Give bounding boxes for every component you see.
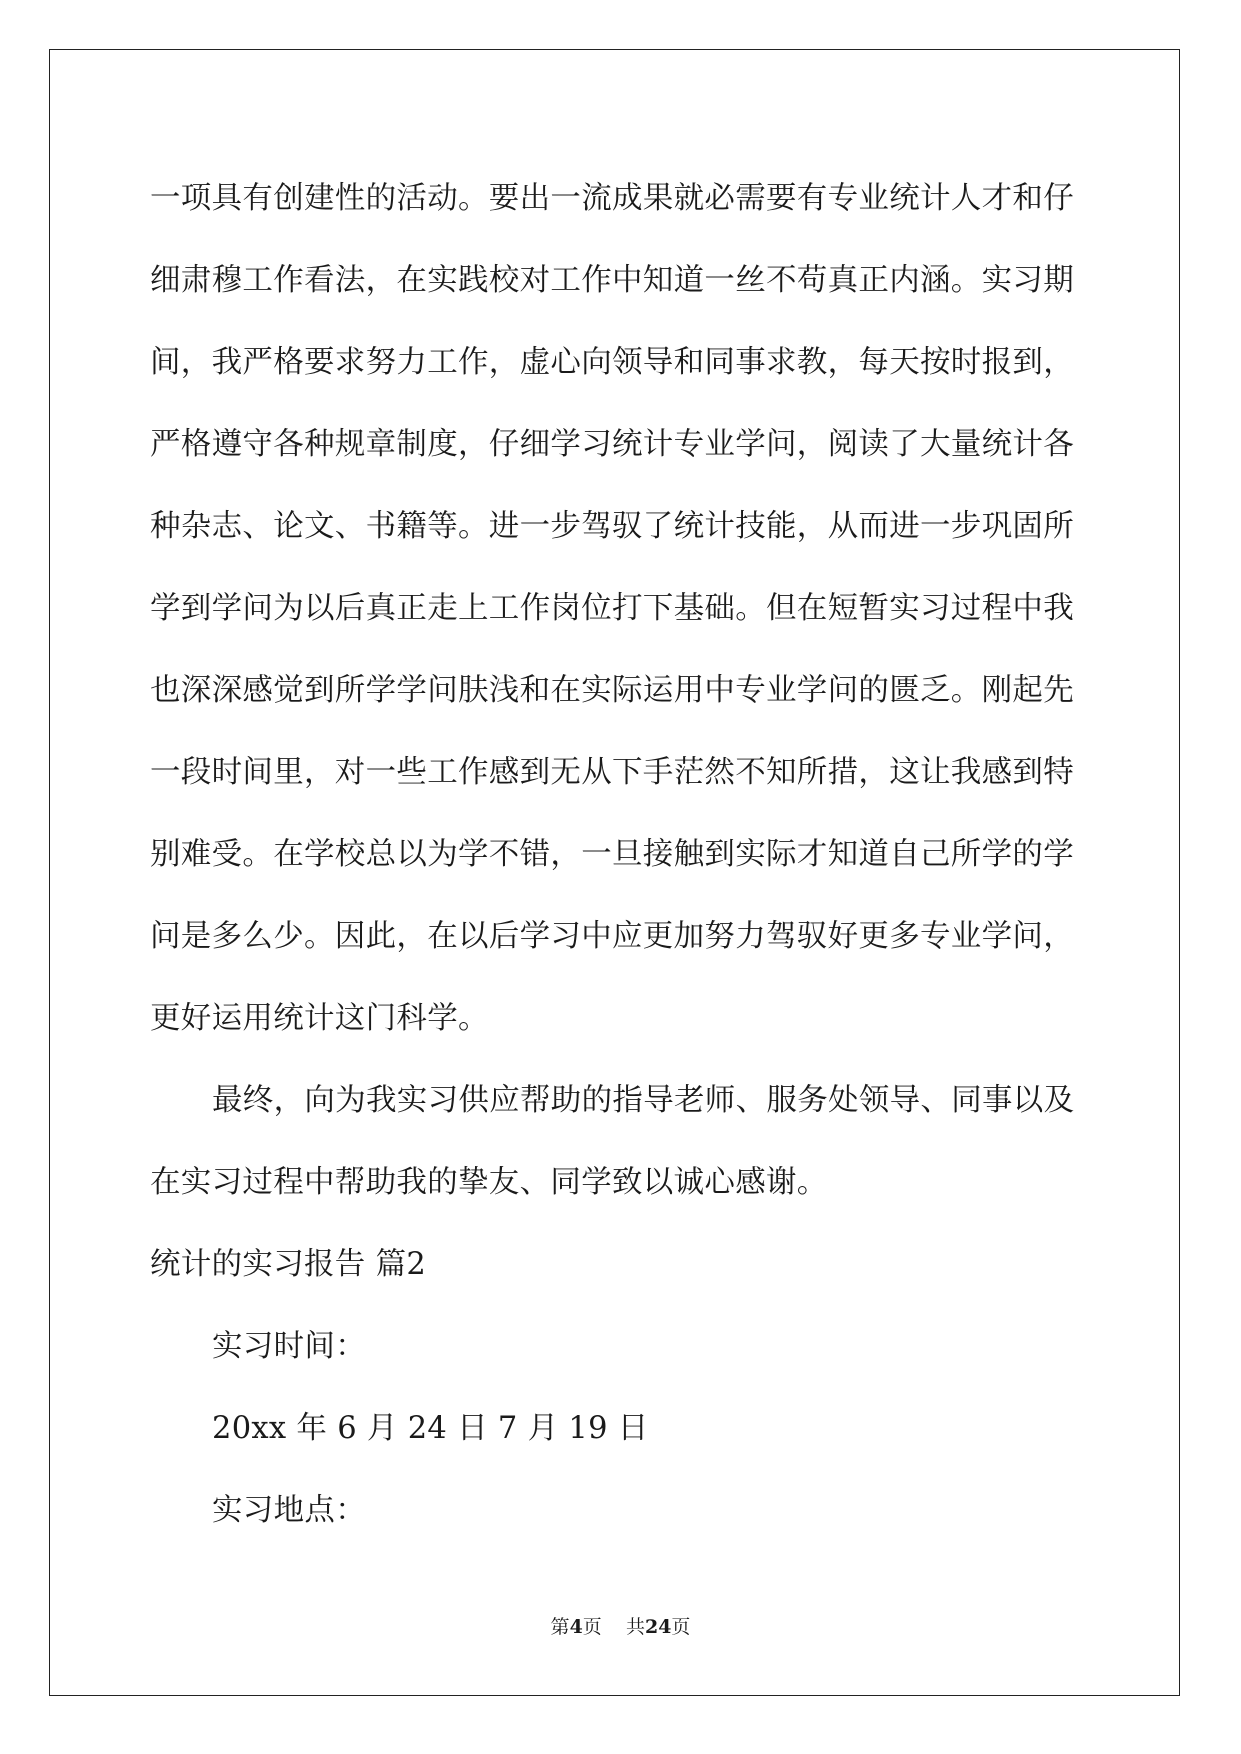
text-line: 别难受。在学校总以为学不错，一旦接触到实际才知道自己所学的学	[150, 837, 1074, 872]
text-line: 一项具有创建性的活动。要出一流成果就必需要有专业统计人才和仔	[150, 181, 1074, 216]
footer-middle: 页 共	[582, 1616, 645, 1638]
page-footer	[0, 1612, 1241, 1639]
internship-time-label: 实习时间：	[212, 1329, 366, 1364]
text-line: 在实习过程中帮助我的挚友、同学致以诚心感谢。	[150, 1165, 828, 1200]
section-heading: 统计的实习报告 篇2	[150, 1247, 427, 1282]
internship-location-label: 实习地点：	[212, 1493, 366, 1528]
text-line: 种杂志、论文、书籍等。进一步驾驭了统计技能，从而进一步巩固所	[150, 509, 1074, 544]
footer-suffix: 页	[671, 1616, 691, 1638]
text-line: 一段时间里，对一些工作感到无从下手茫然不知所措，这让我感到特	[150, 755, 1074, 790]
text-line: 最终，向为我实习供应帮助的指导老师、服务处领导、同事以及	[212, 1083, 1075, 1118]
text-line: 也深深感觉到所学学问肤浅和在实际运用中专业学问的匮乏。刚起先	[150, 673, 1074, 708]
footer-page-number: 4	[569, 1616, 583, 1638]
internship-time-value: 20xx 年 6 月 24 日 7 月 19 日	[212, 1411, 649, 1446]
document-body	[150, 158, 1090, 1552]
paragraph-thanks	[150, 1060, 1090, 1224]
text-line: 更好运用统计这门科学。	[150, 1001, 489, 1036]
text-line: 严格遵守各种规章制度，仔细学习统计专业学问，阅读了大量统计各	[150, 427, 1074, 462]
footer-prefix: 第	[550, 1616, 570, 1638]
text-line: 问是多么少。因此，在以后学习中应更加努力驾驭好更多专业学问，	[150, 919, 1074, 954]
paragraph-conclusion	[150, 158, 1090, 1060]
text-line: 间，我严格要求努力工作，虚心向领导和同事求教，每天按时报到，	[150, 345, 1074, 380]
footer-total-pages: 24	[644, 1616, 672, 1638]
text-line: 学到学问为以后真正走上工作岗位打下基础。但在短暂实习过程中我	[150, 591, 1074, 626]
text-line: 细肃穆工作看法，在实践校对工作中知道一丝不苟真正内涵。实习期	[150, 263, 1074, 298]
